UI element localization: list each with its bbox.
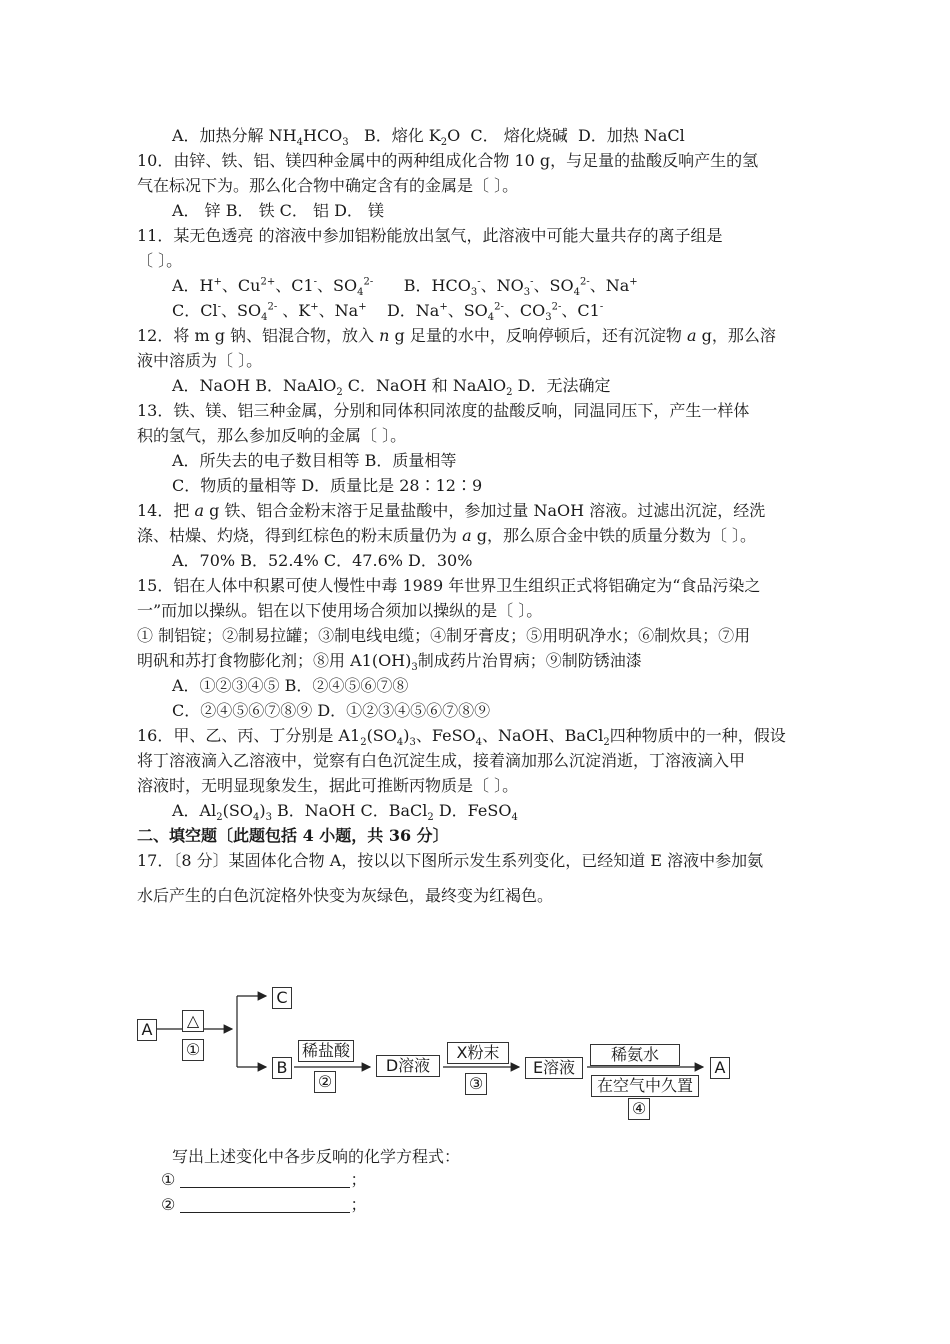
q10-line2: 气在标况下为。那么化合物中确定含有的金属是〔 〕。 [137, 176, 519, 195]
q13-line1: 13．铁、镁、铝三种金属，分别和同体积同浓度的盐酸反响，同温同压下，产生一样体 [137, 401, 750, 420]
step-2-label: ② [314, 1071, 336, 1093]
step-4-label: ④ [628, 1098, 650, 1120]
answer-line-1: ① ； [161, 1170, 367, 1189]
node-a-product: A [710, 1057, 730, 1079]
q16-line1: 16．甲、乙、丙、丁分别是 $A1_2(SO_4)_3$、FeSO$_4$、NaOH、BaCl$_2$四种物质中的一种，假设 [137, 726, 786, 749]
condition-air-exposure: 在空气中久置 [591, 1075, 699, 1097]
q16-options: A．$Al_2(SO_4)_3$ B．NaOH C．BaCl$_2$ D．FeSO$_4$ [172, 801, 518, 824]
q15-options-ab: A．①②③④⑤ B．②④⑤⑥⑦⑧ [172, 676, 409, 695]
heat-symbol: △ [182, 1010, 204, 1032]
node-e-solution: E溶液 [525, 1057, 583, 1079]
q15-line3: ① 制铝锭；②制易拉罐；③制电线电缆；④制牙膏皮；⑤用明矾净水；⑥制炊具；⑦用 [137, 626, 751, 645]
reagent-x-powder: X粉末 [447, 1042, 509, 1064]
reagent-dilute-hcl: 稀盐酸 [298, 1040, 354, 1062]
node-c: C [272, 987, 292, 1009]
q11-line2: 〔 〕。 [137, 251, 183, 270]
q14-options: A．70% B．52.4% C．47.6% D．30% [172, 551, 473, 570]
step-1-label: ① [182, 1039, 204, 1061]
q13-line2: 积的氢气，那么参加反响的金属〔 〕。 [137, 426, 407, 445]
q13-options-ab: A．所失去的电子数目相等 B．质量相等 [172, 451, 457, 470]
section-2-heading: 二、填空题〔此题包括 4 小题，共 36 分〕 [137, 826, 449, 845]
q11-options-cd: C．Cl-、$SO_4^{2-}$ 、K+、Na+ D．Na+、$SO_4^{2-}$、$CO_3^{2-}$、C1- [172, 301, 604, 324]
q16-line3: 溶液时，无明显现象发生，据此可推断丙物质是〔 〕。 [137, 776, 519, 795]
q16-line2: 将丁溶液滴入乙溶液中，觉察有白色沉淀生成，接着滴加那么沉淀消逝，丁溶液滴入甲 [137, 751, 746, 770]
q12-line1: 12．将 m g 钠、铝混合物，放入 n g 足量的水中，反响停顿后，还有沉淀物 a g，那么溶 [137, 326, 776, 345]
q10-line1: 10．由锌、铁、铝、镁四种金属中的两种组成化合物 10 g，与足量的盐酸反响产生的氢 [137, 151, 759, 170]
q9-options: A．加热分解 $NH_4HCO_3$ B．熔化 $K_2O$ C． 熔化烧碱 D．加热 NaCl [172, 126, 685, 149]
q12-line2: 液中溶质为〔 〕。 [137, 351, 263, 370]
q17-line2: 水后产生的白色沉淀格外快变为灰绿色，最终变为红褐色。 [137, 886, 554, 905]
step-3-label: ③ [465, 1073, 487, 1095]
q14-line1: 14．把 a g 铁、铝合金粉末溶于足量盐酸中，参加过量 NaOH 溶液。过滤出沉淀，经洗 [137, 501, 766, 520]
q14-line2: 涤、枯燥、灼烧，得到红棕色的粉末质量仍为 a g，那么原合金中铁的质量分数为〔 〕。 [137, 526, 757, 545]
q12-options: A．NaOH B．NaAlO$_2$ C．NaOH 和 NaAlO$_2$ D．无法确定 [172, 376, 611, 399]
q11-line1: 11．某无色透亮 的溶液中参加铝粉能放出氢气，此溶液中可能大量共存的离子组是 [137, 226, 723, 245]
node-d-solution: D溶液 [376, 1055, 440, 1077]
q15-options-cd: C．②④⑤⑥⑦⑧⑨ D．①②③④⑤⑥⑦⑧⑨ [172, 701, 491, 720]
q15-line4: 明矾和苏打食物膨化剂；⑧用 $A1(OH)_3$制成药片治胃病；⑨制防锈油漆 [137, 651, 642, 674]
node-b: B [272, 1057, 292, 1079]
q11-options-ab: A．H+、$Cu^{2+}$、C1-、$SO_4^{2-}$ B．$HCO_3^-$、$NO_3^-$、$SO_4^{2-}$、Na+ [172, 276, 638, 299]
q15-line2: 一”而加以操纵。铝在以下使用场合须加以操纵的是〔 〕。 [137, 601, 543, 620]
answer-line-2: ② ； [161, 1195, 367, 1214]
reagent-dilute-ammonia: 稀氨水 [590, 1044, 680, 1066]
node-a: A [137, 1019, 157, 1041]
q10-options: A． 锌 B． 铁 C． 铝 D． 镁 [172, 201, 384, 220]
q17-line1: 17．〔8 分〕某固体化合物 A，按以以下图所示发生系列变化，已经知道 E 溶液中参加氨 [137, 851, 764, 870]
answer-blank-2[interactable] [180, 1196, 350, 1213]
q13-options-cd: C．物质的量相等 D．质量比是 28∶12∶9 [172, 476, 483, 495]
answer-blank-1[interactable] [180, 1171, 350, 1188]
answer-prompt: 写出上述变化中各步反响的化学方程式： [172, 1147, 461, 1166]
q15-line1: 15．铝在人体中积累可使人慢性中毒 1989 年世界卫生组织正式将铝确定为“食品污染之 [137, 576, 761, 595]
